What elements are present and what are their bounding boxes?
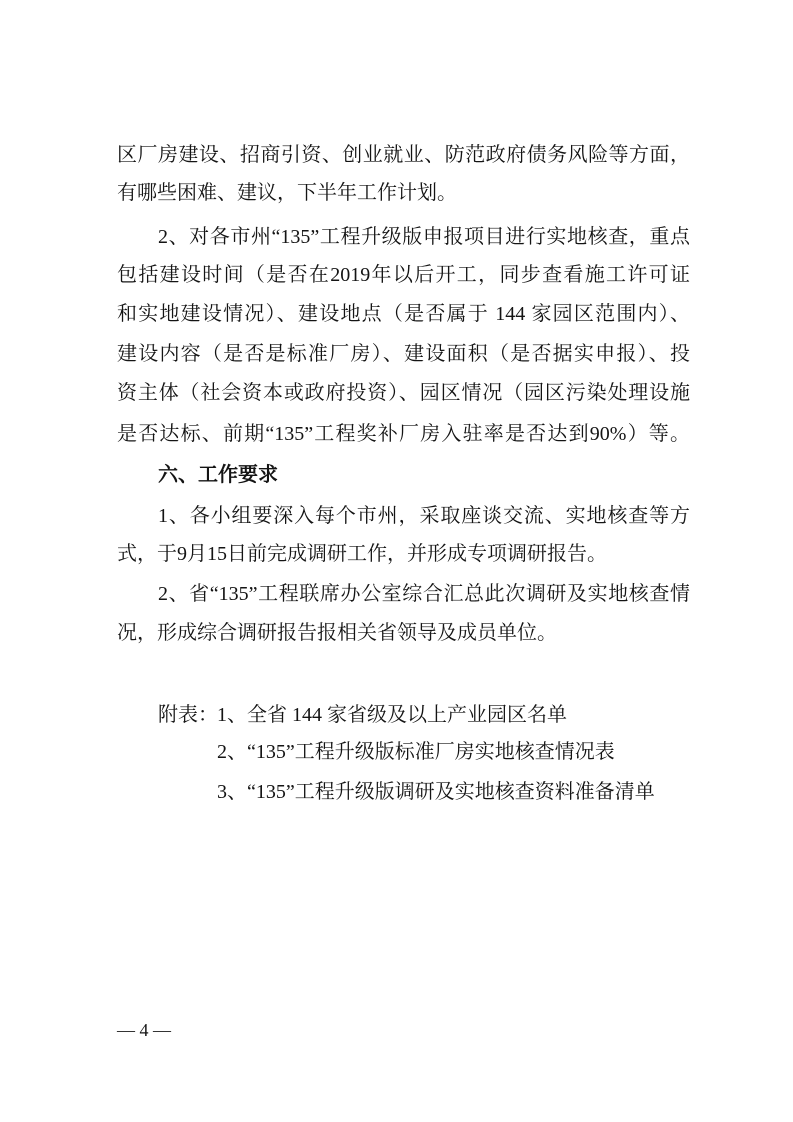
text-line: 和实地建设情况）、建设地点（是否属于 144 家园区范围内）、: [117, 303, 690, 325]
appendix-label: 附表：: [158, 704, 218, 726]
appendix-item: 3、“135”工程升级版调研及实地核查资料准备清单: [217, 781, 655, 803]
text-line: 资主体（社会资本或政府投资）、园区情况（园区污染处理设施: [117, 382, 690, 404]
section-heading-work-requirements: 六、工作要求: [158, 462, 278, 486]
text-line: 况，形成综合调研报告报相关省领导及成员单位。: [117, 622, 557, 644]
text-line: 有哪些困难、建议，下半年工作计划。: [117, 182, 457, 204]
text-line: 是否达标、前期“135”工程奖补厂房入驻率是否达到90%）等。: [117, 423, 690, 445]
text-line: 2、对各市州“135”工程升级版申报项目进行实地核查，重点: [158, 226, 690, 248]
appendix-item: 2、“135”工程升级版标准厂房实地核查情况表: [217, 741, 615, 763]
text-line: 区厂房建设、招商引资、创业就业、防范政府债务风险等方面，: [117, 144, 690, 166]
text-line: 式，于9月15日前完成调研工作，并形成专项调研报告。: [117, 543, 607, 565]
page-number: — 4 —: [117, 1020, 171, 1040]
text-line: 1、各小组要深入每个市州，采取座谈交流、实地核查等方: [158, 505, 690, 527]
appendix-item: 1、全省 144 家省级及以上产业园区名单: [217, 704, 567, 726]
text-line: 建设内容（是否是标准厂房）、建设面积（是否据实申报）、投: [117, 343, 690, 365]
text-line: 2、省“135”工程联席办公室综合汇总此次调研及实地核查情: [158, 583, 690, 605]
text-line: 包括建设时间（是否在2019年以后开工，同步查看施工许可证: [117, 264, 690, 286]
